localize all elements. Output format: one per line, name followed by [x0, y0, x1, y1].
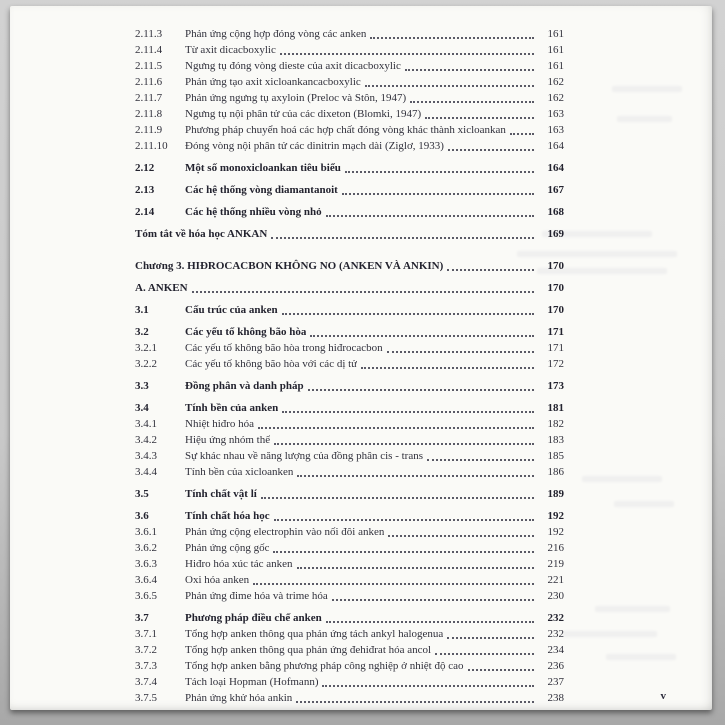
toc-entry-page: 163: [547, 124, 564, 136]
toc-entry: [135, 26, 564, 42]
toc-entry: [135, 378, 564, 394]
toc-entry: [135, 448, 564, 464]
toc-entry-title: Ngưng tụ đóng vòng dieste của axit dicacboxylic: [185, 60, 401, 72]
toc-dot-leader: [435, 653, 534, 655]
toc-entry: [135, 138, 564, 154]
toc-entry-title: Phản ứng cộng electrophin vào nối đôi anken: [185, 526, 385, 538]
toc-dot-leader: [388, 535, 534, 537]
toc-entry-number: 2.11.6: [135, 76, 163, 88]
toc-dot-leader: [253, 583, 534, 585]
toc-entry-page: 161: [547, 44, 564, 56]
toc-entry-title: Phản ứng khử hóa ankin: [185, 692, 293, 704]
toc-entry: [135, 160, 564, 176]
toc-entry: [135, 626, 564, 642]
toc-entry: [135, 90, 564, 106]
toc-entry: [135, 464, 564, 480]
toc-entry-title: Phản ứng cộng gốc: [185, 542, 270, 554]
toc-dot-leader: [468, 669, 535, 671]
toc-entry-title: Oxi hóa anken: [185, 574, 250, 586]
toc-dot-leader: [326, 215, 534, 217]
toc-entry-title: Tóm tắt về hóa học ANKAN: [135, 228, 268, 240]
toc-entry-number: 2.11.10: [135, 140, 168, 152]
toc-entry-page: 163: [547, 108, 564, 120]
toc-entry: [135, 486, 564, 502]
toc-entry-page: 171: [547, 342, 564, 354]
table-of-contents: [10, 6, 712, 710]
toc-entry-page: 232: [547, 628, 564, 640]
toc-dot-leader: [280, 53, 534, 55]
toc-entry: [135, 416, 564, 432]
toc-entry: [135, 302, 564, 318]
toc-dot-leader: [273, 551, 534, 553]
toc-entry: [135, 658, 564, 674]
toc-entry: [135, 324, 564, 340]
toc-entry: [135, 610, 564, 626]
toc-entry-page: 170: [547, 304, 564, 316]
book-page: [10, 6, 712, 710]
toc-entry-page: 219: [547, 558, 564, 570]
toc-dot-leader: [405, 69, 534, 71]
toc-entry-number: 3.6: [135, 510, 149, 522]
toc-entry-page: 161: [547, 60, 564, 72]
toc-entry-page: 221: [547, 574, 564, 586]
toc-entry-number: 3.6.1: [135, 526, 157, 538]
toc-dot-leader: [332, 599, 534, 601]
toc-entry: [135, 690, 564, 706]
toc-entry-page: 162: [547, 92, 564, 104]
toc-entry-title: Sự khác nhau về năng lượng của đồng phân cis - trans: [185, 450, 423, 462]
toc-entry-page: 161: [547, 28, 564, 40]
toc-entry-page: 173: [547, 380, 564, 392]
toc-entry-page: 171: [547, 326, 564, 338]
toc-entry-title: A. ANKEN: [135, 282, 188, 294]
toc-dot-leader: [261, 497, 534, 499]
toc-entry-number: 3.3: [135, 380, 149, 392]
toc-entry-title: Tính bền của anken: [185, 402, 279, 414]
toc-entry-number: 2.13: [135, 184, 155, 196]
toc-entry-page: 172: [547, 358, 564, 370]
toc-dot-leader: [274, 443, 534, 445]
toc-entry-title: Các hệ thống nhiều vòng nhỏ: [185, 206, 322, 218]
toc-entry-number: 3.7: [135, 612, 149, 624]
toc-entry-page: 238: [547, 692, 564, 704]
toc-entry-number: 3.5: [135, 488, 149, 500]
toc-entry-title: Tổng hợp anken thông qua phản ứng tách ankyl halogenua: [185, 628, 444, 640]
toc-entry-number: 3.6.2: [135, 542, 157, 554]
toc-entry-title: Phản ứng ngưng tụ axyloin (Preloc và Stôn, 1947): [185, 92, 407, 104]
toc-entry-number: 3.7.4: [135, 676, 157, 688]
toc-dot-leader: [370, 37, 534, 39]
toc-entry-number: 2.11.5: [135, 60, 163, 72]
toc-entry-title: Cấu trúc của anken: [185, 304, 278, 316]
toc-entry: [135, 356, 564, 372]
toc-dot-leader: [447, 637, 534, 639]
toc-entry: [135, 258, 564, 274]
toc-dot-leader: [310, 335, 534, 337]
toc-entry-number: 2.11.9: [135, 124, 163, 136]
toc-dot-leader: [365, 85, 534, 87]
toc-entry-number: 2.14: [135, 206, 155, 218]
toc-entry-title: Ngưng tụ nội phân tử của các dixeton (Blomki, 1947): [185, 108, 422, 120]
toc-dot-leader: [510, 133, 534, 135]
toc-entry: [135, 58, 564, 74]
toc-dot-leader: [427, 459, 534, 461]
toc-entry-title: Phản ứng đime hóa và trime hóa: [185, 590, 328, 602]
toc-entry: [135, 642, 564, 658]
toc-entry: [135, 588, 564, 604]
toc-entry-number: 3.1: [135, 304, 149, 316]
toc-entry-page: 164: [547, 162, 564, 174]
toc-entry-number: 3.4.1: [135, 418, 157, 430]
toc-dot-leader: [282, 313, 534, 315]
toc-entry-title: Tính chất hóa học: [185, 510, 270, 522]
toc-entry-page: 168: [547, 206, 564, 218]
footer-page-number: v: [660, 690, 666, 702]
toc-dot-leader: [322, 685, 534, 687]
toc-dot-leader: [342, 193, 534, 195]
toc-entry: [135, 106, 564, 122]
toc-dot-leader: [345, 171, 534, 173]
toc-entry-title: Một số monoxicloankan tiêu biểu: [185, 162, 341, 174]
toc-entry-number: 3.6.3: [135, 558, 157, 570]
toc-entry-page: 216: [547, 542, 564, 554]
toc-entry-title: Tổng hợp anken thông qua phản ứng đehiđrat hóa ancol: [185, 644, 432, 656]
toc-entry-page: 189: [547, 488, 564, 500]
toc-entry-title: Các yếu tố không bão hòa với các dị tử: [185, 358, 358, 370]
toc-entry-page: 167: [547, 184, 564, 196]
toc-entry: [135, 556, 564, 572]
toc-entry-number: 3.4: [135, 402, 149, 414]
toc-entry-page: 237: [547, 676, 564, 688]
toc-entry-number: 2.11.3: [135, 28, 163, 40]
toc-entry-title: Tách loại Hopman (Hofmann): [185, 676, 319, 688]
toc-entry: [135, 74, 564, 90]
toc-entry-page: 170: [547, 282, 564, 294]
toc-entry: [135, 400, 564, 416]
toc-entry: [135, 226, 564, 242]
toc-entry-page: 183: [547, 434, 564, 446]
toc-entry-number: 3.2.2: [135, 358, 157, 370]
toc-dot-leader: [296, 701, 534, 703]
toc-entry: [135, 122, 564, 138]
toc-entry-number: 3.6.4: [135, 574, 157, 586]
toc-entry-title: Các yếu tố không bão hòa: [185, 326, 307, 338]
toc-entry-title: Hiđro hóa xúc tác anken: [185, 558, 293, 570]
toc-entry: [135, 204, 564, 220]
toc-entry: [135, 432, 564, 448]
toc-entry-number: 3.7.5: [135, 692, 157, 704]
toc-entry: [135, 280, 564, 296]
toc-dot-leader: [297, 567, 534, 569]
toc-entry-page: 236: [547, 660, 564, 672]
toc-dot-leader: [282, 411, 534, 413]
toc-entry-title: Các hệ thống vòng diamantanoit: [185, 184, 338, 196]
toc-dot-leader: [192, 291, 534, 293]
toc-entry-page: 182: [547, 418, 564, 430]
toc-entry: [135, 524, 564, 540]
toc-entry-page: 169: [547, 228, 564, 240]
toc-entry-title: Đồng phân và danh pháp: [185, 380, 304, 392]
toc-entry-page: 185: [547, 450, 564, 462]
toc-entry-title: Từ axit dicacboxylic: [185, 44, 276, 56]
toc-entry-title: Đóng vòng nội phân tử các dinitrin mạch dài (Ziglơ, 1933): [185, 140, 444, 152]
toc-dot-leader: [308, 389, 534, 391]
toc-dot-leader: [297, 475, 534, 477]
toc-entry-number: 3.4.3: [135, 450, 157, 462]
toc-entry-number: 3.7.1: [135, 628, 157, 640]
toc-entry-number: 2.11.4: [135, 44, 163, 56]
toc-entry-page: 230: [547, 590, 564, 602]
toc-entry: [135, 674, 564, 690]
toc-entry-number: 2.11.8: [135, 108, 163, 120]
toc-entry-number: 2.12: [135, 162, 155, 174]
toc-entry-title: Các yếu tố không bão hòa trong hiđrocacbon: [185, 342, 383, 354]
toc-entry-title: Tính chất vật lí: [185, 488, 257, 500]
toc-entry: [135, 540, 564, 556]
toc-entry-page: 234: [547, 644, 564, 656]
toc-dot-leader: [447, 269, 534, 271]
toc-entry: [135, 182, 564, 198]
toc-entry: [135, 42, 564, 58]
toc-entry-title: Tính bền của xicloanken: [185, 466, 294, 478]
toc-entry-page: 162: [547, 76, 564, 88]
toc-list: [135, 26, 564, 706]
toc-entry: [135, 572, 564, 588]
toc-entry-page: 192: [547, 526, 564, 538]
toc-dot-leader: [448, 149, 534, 151]
toc-entry-number: 2.11.7: [135, 92, 163, 104]
toc-entry-page: 181: [547, 402, 564, 414]
toc-entry-number: 3.4.2: [135, 434, 157, 446]
toc-dot-leader: [425, 117, 534, 119]
toc-dot-leader: [410, 101, 534, 103]
toc-entry-page: 192: [547, 510, 564, 522]
toc-entry-title: Nhiệt hiđro hóa: [185, 418, 255, 430]
toc-entry: [135, 340, 564, 356]
toc-dot-leader: [258, 427, 534, 429]
toc-dot-leader: [326, 621, 534, 623]
toc-entry-page: 170: [547, 260, 564, 272]
toc-entry-title: Hiệu ứng nhóm thế: [185, 434, 271, 446]
toc-entry-title: Phương pháp chuyển hoá các hợp chất đóng vòng khác thành xicloankan: [185, 124, 506, 136]
toc-entry-title: Phương pháp điều chế anken: [185, 612, 322, 624]
toc-entry: [135, 508, 564, 524]
toc-entry-number: 3.2: [135, 326, 149, 338]
toc-entry-number: 3.2.1: [135, 342, 157, 354]
toc-entry-title: Tổng hợp anken bằng phương pháp công nghiệp ở nhiệt độ cao: [185, 660, 464, 672]
toc-entry-title: Phản ứng tạo axit xicloankancacboxylic: [185, 76, 361, 88]
toc-dot-leader: [271, 237, 534, 239]
toc-entry-number: 3.4.4: [135, 466, 157, 478]
toc-entry-number: 3.7.2: [135, 644, 157, 656]
toc-dot-leader: [361, 367, 534, 369]
toc-entry-number: 3.6.5: [135, 590, 157, 602]
toc-entry-page: 232: [547, 612, 564, 624]
toc-entry-title: Phản ứng cộng hợp đóng vòng các anken: [185, 28, 367, 40]
toc-entry-page: 186: [547, 466, 564, 478]
toc-entry-page: 164: [547, 140, 564, 152]
toc-dot-leader: [387, 351, 534, 353]
toc-entry-title: Chương 3. HIĐROCACBON KHÔNG NO (ANKEN VÀ ANKIN): [135, 260, 444, 272]
toc-entry-number: 3.7.3: [135, 660, 157, 672]
toc-dot-leader: [274, 519, 534, 521]
